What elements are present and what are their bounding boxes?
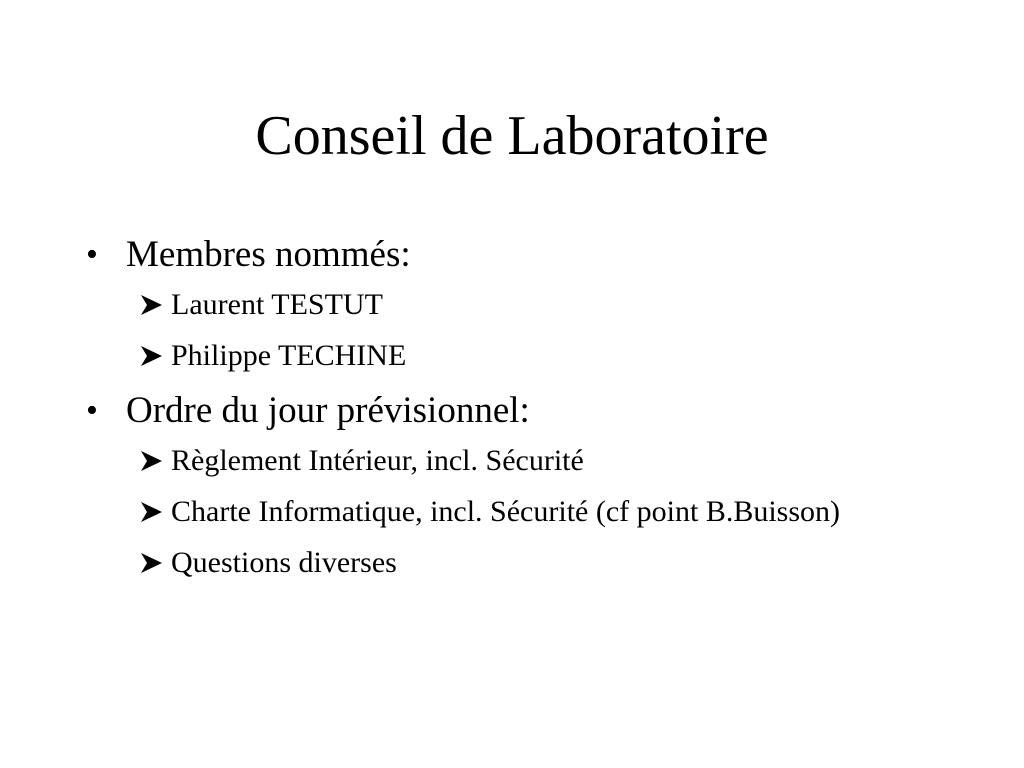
bullet-item [0, 229, 1024, 281]
bullet-item [0, 385, 1024, 437]
slide-title: Conseil de Laboratoire [255, 105, 769, 167]
section-members [0, 229, 1024, 385]
sub-item [0, 439, 1024, 490]
bullet-heading: Ordre du jour prévisionnel: [126, 390, 530, 431]
arrowhead-bullet-icon [140, 450, 164, 472]
section-agenda [0, 385, 1024, 592]
arrowhead-bullet-icon [140, 345, 164, 367]
sub-item-text: Règlement Intérieur, incl. Sécurité [171, 444, 584, 477]
sub-list [0, 283, 1024, 385]
sub-list [0, 439, 1024, 592]
bullet-dot-icon: • [86, 236, 98, 273]
sub-item-text: Philippe TECHINE [171, 339, 407, 372]
bullet-heading: Membres nommés: [126, 234, 411, 275]
sub-item-text: Charte Informatique, incl. Sécurité (cf point B.Buisson) [171, 495, 841, 528]
sub-item-text: Laurent TESTUT [171, 288, 383, 321]
sub-item [0, 283, 1024, 334]
arrowhead-bullet-icon [140, 294, 164, 316]
sub-item [0, 541, 1024, 592]
arrowhead-bullet-icon [140, 552, 164, 574]
arrowhead-bullet-icon [140, 501, 164, 523]
bullet-dot-icon: • [86, 392, 98, 429]
sub-item-text: Questions diverses [171, 546, 397, 579]
sub-item [0, 334, 1024, 385]
sub-item [0, 490, 1024, 541]
